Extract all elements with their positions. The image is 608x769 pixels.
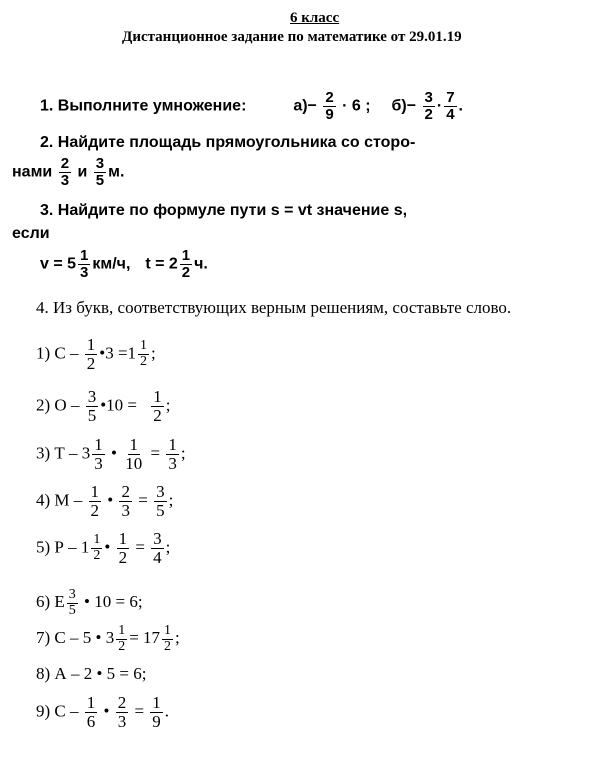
grade-title: 6 класс (290, 10, 340, 26)
fraction: $\frac{1}{6}$ (86, 693, 96, 731)
task-2-line-1: 2. Найдите площадь прямоугольника со сторо- (40, 134, 416, 151)
fraction: $\frac{1}{2}$ (118, 623, 126, 654)
task-1-label: 1. Выполните умножение: (40, 97, 247, 115)
fraction: $\frac{2}{3}$ (60, 155, 70, 189)
fraction: $\frac{1}{2}$ (153, 387, 162, 425)
minus-sign: − (307, 97, 317, 115)
task-1-b-label: б) (391, 97, 407, 115)
fraction: $\frac{2}{3}$ (117, 693, 127, 731)
list-item: 6) Е $\frac{3}{5}$ • 10 = 6; (36, 587, 143, 618)
list-item: 9) С – $\frac{1}{6}$ • $\frac{2}{3}$ = $\frac{1}{9}$ . (36, 693, 170, 731)
list-item: 5) Р – 1 $\frac{1}{2}$ • $\frac{1}{2}$ = $\frac{3}{4}$ ; (36, 529, 171, 567)
task-3-line-1: 3. Найдите по формуле пути s = vt значение s, (40, 202, 408, 219)
assignment-title: Дистанционное задание по математике от 29.01.19 (122, 29, 462, 45)
fraction: $\frac{1}{2}$ (90, 482, 100, 520)
fraction: $\frac{3}{5}$ (156, 482, 165, 520)
fraction: $\frac{1}{10}$ (125, 435, 143, 473)
fraction: $\frac{2}{9}$ (325, 89, 334, 123)
fraction: $\frac{1}{2}$ (140, 338, 148, 369)
task-3-formula: v = 5 $\frac{1}{3}$ км/ч, t = 2 $\frac{1}{2}$ ч. (40, 247, 208, 281)
fraction: $\frac{3}{2}$ (424, 89, 433, 123)
fraction: $\frac{1}{2}$ (118, 529, 128, 567)
fraction: $\frac{1}{2}$ (164, 623, 172, 654)
list-item: 7) С – 5 • 3 $\frac{1}{2}$ = 17 $\frac{1}{2}$ ; (36, 623, 180, 654)
fraction: $\frac{1}{3}$ (80, 247, 89, 281)
task-4-label: 4. Из букв, соответствующих верным решениям, составьте слово. (36, 298, 512, 317)
list-item: 3) Т – 3 $\frac{1}{3}$ • $\frac{1}{10}$ = $\frac{1}{3}$ ; (36, 435, 186, 473)
list-item: 4) М – $\frac{1}{2}$ • $\frac{2}{3}$ = $\frac{3}{5}$ ; (36, 482, 174, 520)
fraction: $\frac{1}{2}$ (93, 532, 101, 563)
task-1-a-label: а) (293, 97, 308, 115)
fraction: $\frac{1}{9}$ (152, 693, 161, 731)
fraction: $\frac{3}{5}$ (68, 587, 76, 618)
list-item: 8) А – 2 • 5 = 6; (36, 664, 147, 683)
fraction: $\frac{1}{2}$ (181, 247, 191, 281)
fraction: $\frac{3}{5}$ (95, 155, 105, 189)
task-3-line-2: если (12, 225, 50, 242)
fraction: $\frac{7}{4}$ (446, 89, 455, 123)
task-1: 1. Выполните умножение: а)− $\frac{2}{9}$ · 6 ; б)− $\frac{3}{2}$ · $\frac{7}{4}$ . (40, 89, 463, 123)
fraction: $\frac{3}{5}$ (87, 387, 97, 425)
list-item: 1) С – $\frac{1}{2}$ •3 =1 $\frac{1}{2}$ ; (36, 335, 156, 373)
fraction: $\frac{1}{2}$ (86, 335, 96, 373)
fraction: $\frac{1}{3}$ (94, 435, 103, 473)
fraction: $\frac{1}{3}$ (168, 435, 177, 473)
minus-sign: − (406, 97, 417, 115)
list-item: 2) О – $\frac{3}{5}$ •10 = $\frac{1}{2}$ ; (36, 387, 171, 425)
task-2-line-2: нами $\frac{2}{3}$ и $\frac{3}{5}$ м. (12, 155, 125, 189)
fraction: $\frac{2}{3}$ (121, 482, 130, 520)
fraction: $\frac{3}{4}$ (153, 529, 162, 567)
